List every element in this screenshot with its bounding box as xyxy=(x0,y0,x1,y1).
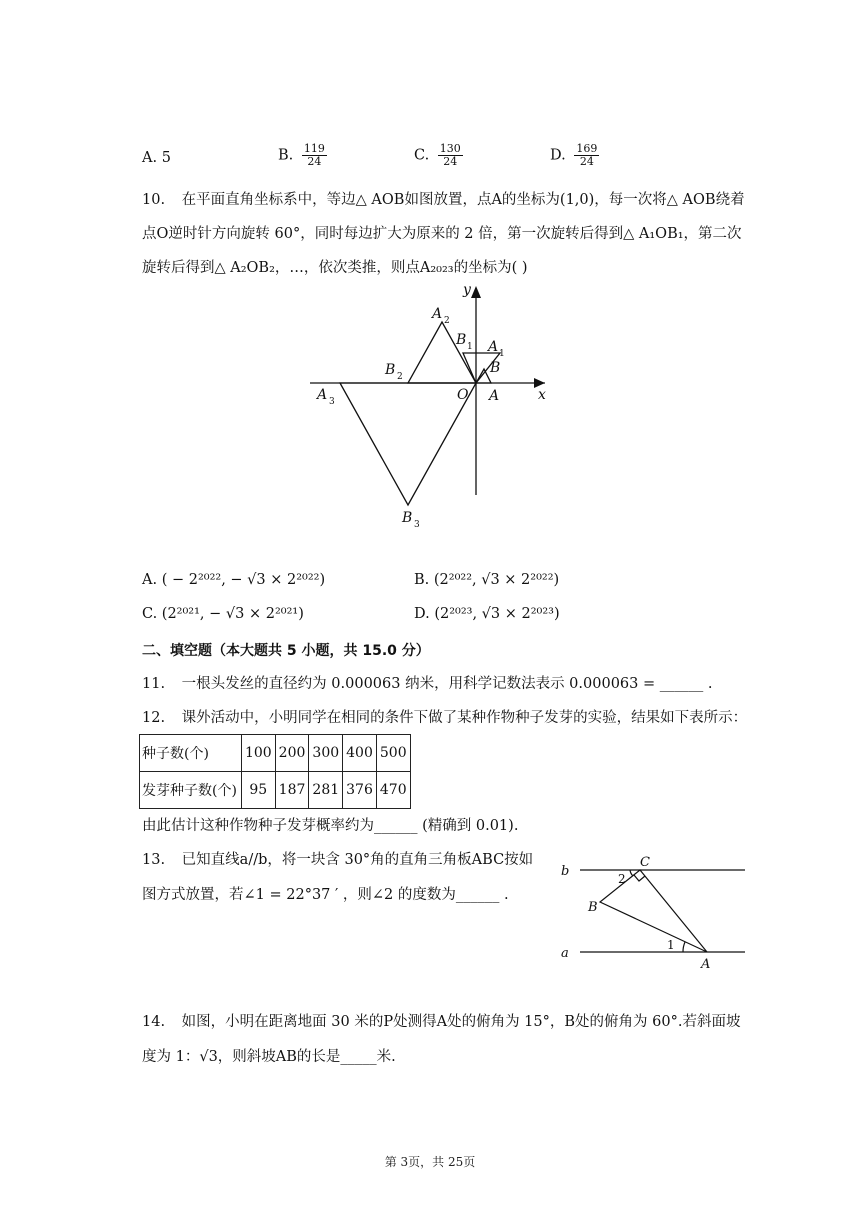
triangle-abc xyxy=(600,870,707,952)
label-o: O xyxy=(457,387,469,403)
q10-line-1 xyxy=(142,189,782,211)
table-cell: 95 xyxy=(241,772,275,809)
q11 xyxy=(142,673,782,695)
triangle-a3ob3 xyxy=(340,383,476,505)
label-b3: B xyxy=(402,510,413,526)
table-cell: 300 xyxy=(309,735,343,772)
question-number: 10. xyxy=(142,192,166,208)
table-cell: 376 xyxy=(343,772,377,809)
fraction-denominator: 24 xyxy=(443,155,458,168)
table-cell: 500 xyxy=(376,735,410,772)
page-footer: 第 3页，共 25页 xyxy=(384,1155,476,1169)
label-b2-sub: 2 xyxy=(397,372,403,382)
label-b1-sub: 1 xyxy=(467,342,473,352)
q9-option-b xyxy=(278,143,327,168)
question-number: 13. xyxy=(142,852,166,868)
question-number: 11. xyxy=(142,676,166,692)
question-text: 一根头发丝的直径约为 0.000063 纳米，用科学记数法表示 0.000063 = ______ . xyxy=(181,676,713,692)
q13-line-1 xyxy=(142,849,533,871)
angle-2-arc xyxy=(630,870,633,876)
table-row xyxy=(140,772,411,809)
option-value: 5 xyxy=(161,150,171,166)
q14-line-1 xyxy=(142,1011,782,1033)
label-b3-sub: 3 xyxy=(414,520,420,530)
option-label: C. xyxy=(414,147,430,164)
q13-line-2: 图方式放置，若∠1 = 22°37 ′ ，则∠2 的度数为______ . xyxy=(142,887,509,903)
question-number: 14. xyxy=(142,1014,166,1030)
question-text: 已知直线a//b，将一块含 30°角的直角三角板ABC按如 xyxy=(181,852,534,868)
question-text: 如图，小明在距离地面 30 米的P处测得A处的俯角为 15°，B处的俯角为 60°.若斜面坡 xyxy=(181,1014,741,1030)
q10-option-b: B. (2²⁰²², √3 × 2²⁰²²) xyxy=(414,572,560,588)
label-a2: A xyxy=(432,306,443,322)
table-cell: 470 xyxy=(376,772,410,809)
fraction xyxy=(438,143,463,168)
label-b1: B xyxy=(456,332,467,348)
table-cell: 200 xyxy=(275,735,309,772)
label-a2-sub: 2 xyxy=(444,316,450,326)
label-b-vertex: B xyxy=(588,900,598,915)
q14-line-2: 度为 1：√3，则斜坡AB的长是_____米. xyxy=(142,1049,396,1065)
right-angle-mark xyxy=(634,875,645,881)
label-a1: A xyxy=(488,339,499,355)
label-angle-1: 1 xyxy=(667,938,675,952)
option-label: B. xyxy=(278,147,294,164)
q10-line-3: 旋转后得到△ A₂OB₂，…，依次类推，则点A₂₀₂₃的坐标为( ) xyxy=(142,260,528,276)
q9-option-d xyxy=(550,143,599,168)
option-label: A. xyxy=(142,150,158,166)
q10-line-2: 点O逆时针方向旋转 60°，同时每边扩大为原来的 2 倍，第一次旋转后得到△ A₁OB₁，第二次 xyxy=(142,226,742,242)
section-heading: 二、填空题（本大题共 5 小题，共 15.0 分） xyxy=(142,643,430,659)
q10-rotation-figure xyxy=(305,280,565,535)
q13-triangle-figure xyxy=(555,850,755,975)
label-x: x xyxy=(538,387,546,403)
label-y: y xyxy=(463,282,471,298)
table-row xyxy=(140,735,411,772)
label-b2: B xyxy=(385,362,396,378)
question-number: 12. xyxy=(142,710,166,726)
question-text: 在平面直角坐标系中，等边△ AOB如图放置，点A的坐标为(1,0)，每一次将△ AOB绕着 xyxy=(181,192,745,208)
angle-1-arc xyxy=(683,942,685,952)
label-a3-sub: 3 xyxy=(329,397,335,407)
label-a-line: a xyxy=(561,946,569,961)
q12 xyxy=(142,707,782,729)
label-b: B xyxy=(490,360,501,376)
fraction xyxy=(302,143,327,168)
table-cell: 187 xyxy=(275,772,309,809)
table-cell: 281 xyxy=(309,772,343,809)
label-c: C xyxy=(640,855,650,870)
q9-option-a xyxy=(142,150,171,166)
q10-option-c: C. (2²⁰²¹, − √3 × 2²⁰²¹) xyxy=(142,606,304,622)
fraction-denominator: 24 xyxy=(579,155,594,168)
table-cell: 400 xyxy=(343,735,377,772)
fraction-numerator: 169 xyxy=(576,142,598,155)
q9-option-c xyxy=(414,143,463,168)
question-text: 课外活动中，小明同学在相同的条件下做了某种作物种子发芽的实验，结果如下表所示： xyxy=(181,710,748,726)
label-a1-sub: 1 xyxy=(499,349,505,359)
table-cell: 100 xyxy=(241,735,275,772)
fraction-numerator: 119 xyxy=(303,142,325,155)
table-header-cell: 种子数(个) xyxy=(140,735,242,772)
fraction xyxy=(574,143,599,168)
label-a: A xyxy=(489,388,500,404)
table-header-cell: 发芽种子数(个) xyxy=(140,772,242,809)
q12-after: 由此估计这种作物种子发芽概率约为______ (精确到 0.01). xyxy=(142,818,519,834)
label-angle-2: 2 xyxy=(618,872,626,886)
label-a-vertex: A xyxy=(701,957,711,972)
fraction-numerator: 130 xyxy=(439,142,461,155)
q10-option-a: A. ( − 2²⁰²², − √3 × 2²⁰²²) xyxy=(142,572,326,588)
fraction-denominator: 24 xyxy=(307,155,322,168)
y-axis-arrow xyxy=(471,286,481,298)
option-label: D. xyxy=(550,147,566,164)
q10-option-d: D. (2²⁰²³, √3 × 2²⁰²³) xyxy=(414,606,560,622)
germination-table xyxy=(139,734,411,809)
label-b-line: b xyxy=(561,864,570,879)
label-a3: A xyxy=(317,387,328,403)
